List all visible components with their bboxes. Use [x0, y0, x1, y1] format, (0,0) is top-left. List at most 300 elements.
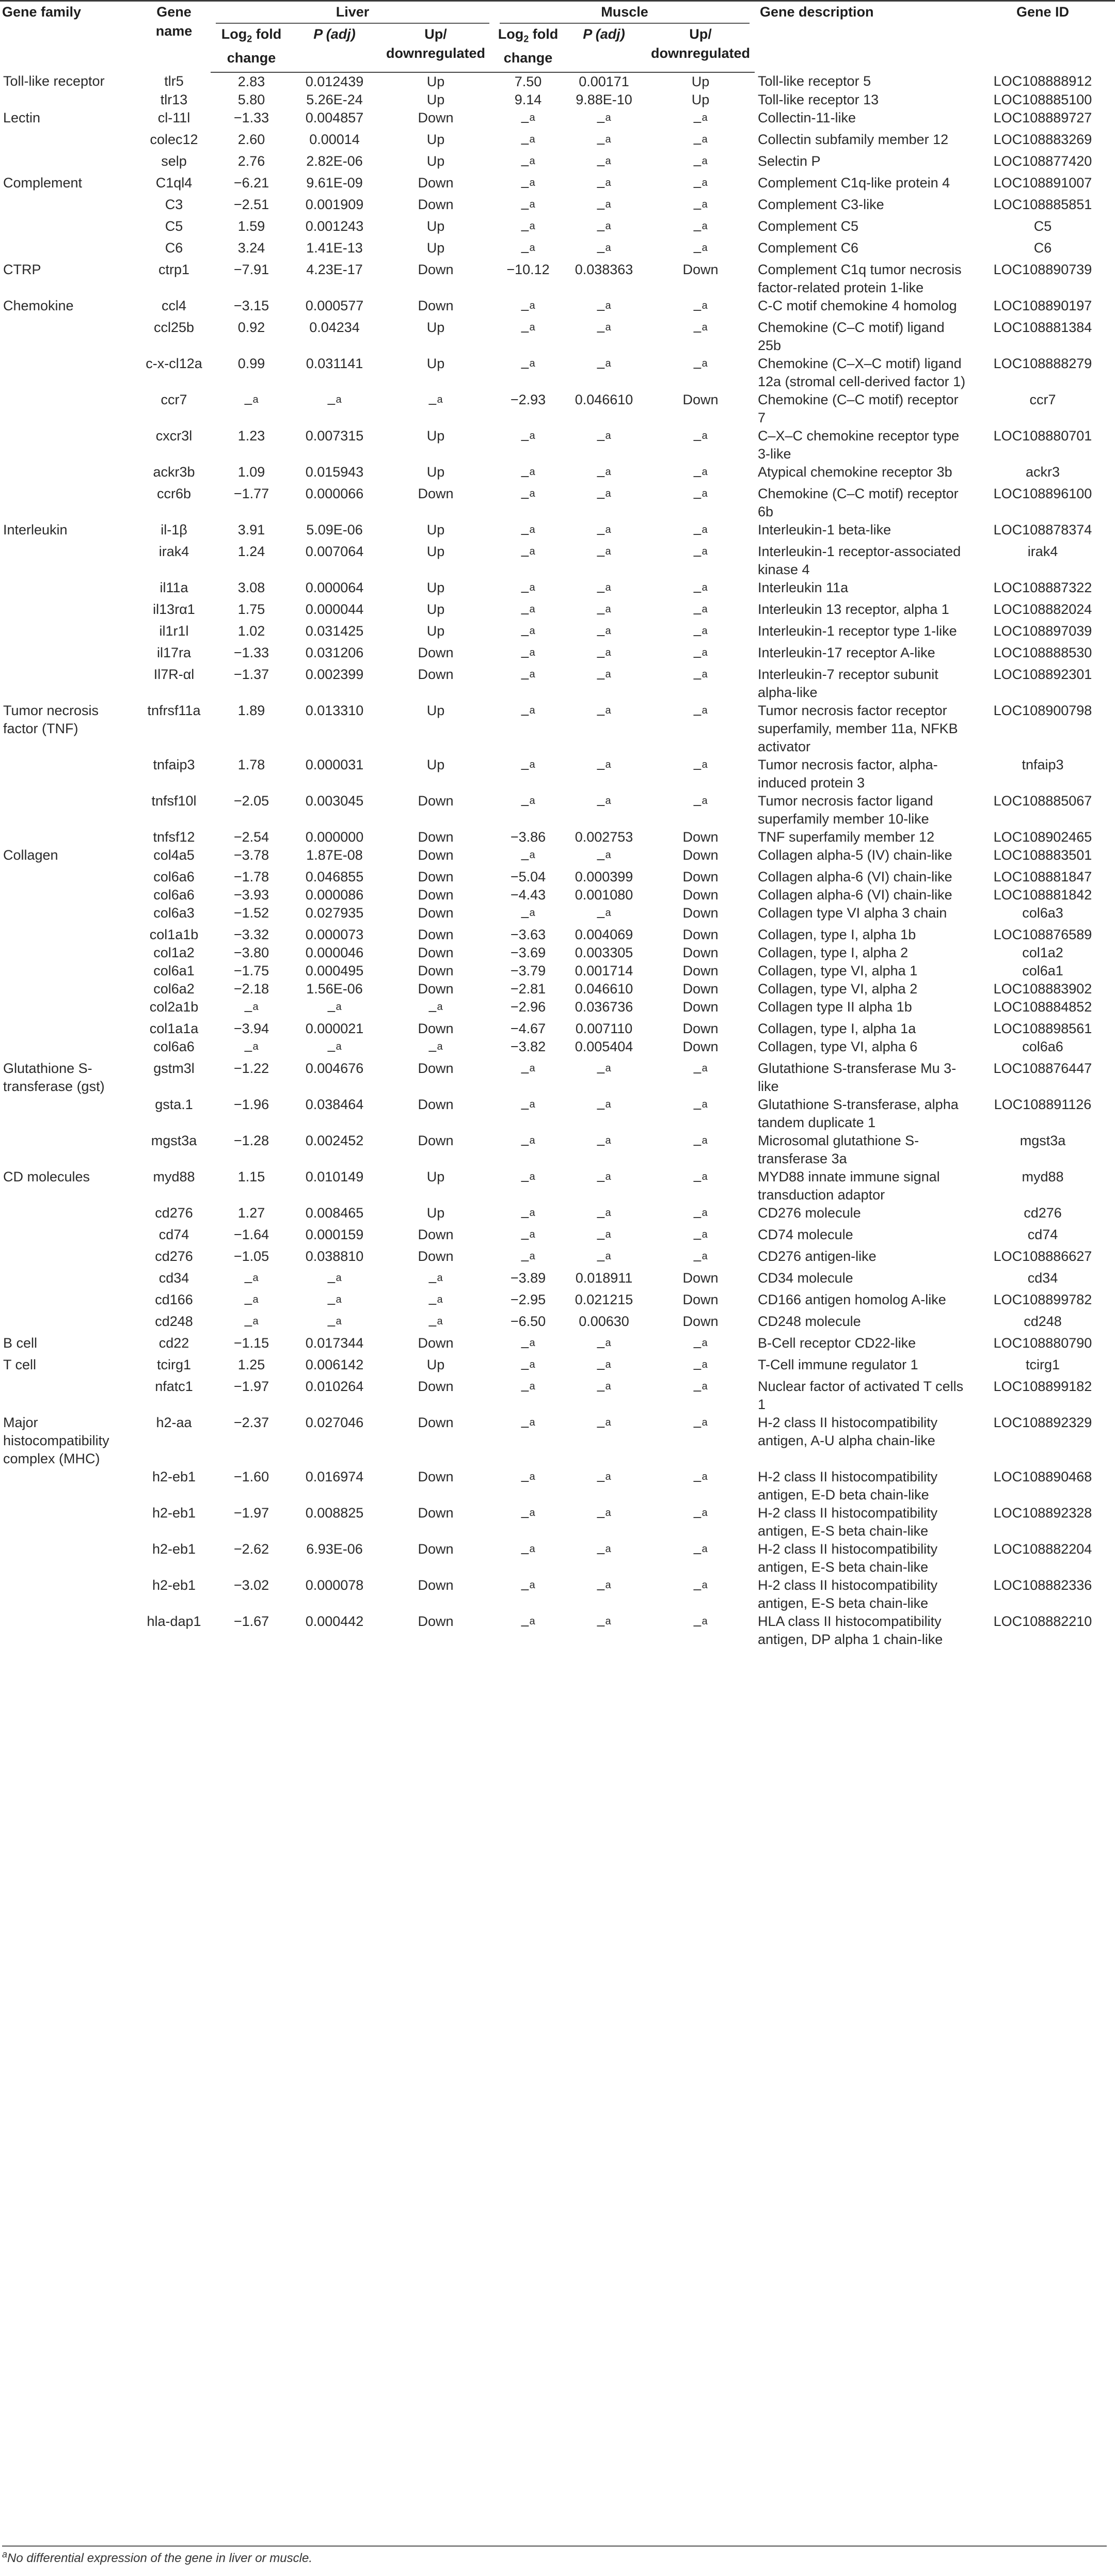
- gene-name-cell: c-x-cl12a: [146, 356, 202, 372]
- gene-name-cell: h2-eb1: [152, 1541, 196, 1557]
- footnote-ref: a: [529, 759, 535, 771]
- muscle-log2fc-cell: [495, 355, 562, 391]
- no-change-dash: –: [521, 222, 529, 238]
- footnote-ref: a: [702, 647, 708, 659]
- gene-name-cell: col1a2: [153, 945, 195, 961]
- gene-family-cell: [0, 756, 137, 792]
- no-change-dash: –: [597, 605, 605, 621]
- gene-name-cell: cd276: [155, 1205, 193, 1221]
- liver-log2fc-cell: 1.23: [237, 428, 265, 444]
- gene-description-cell: MYD88 innate immune signal transduction adaptor: [758, 1169, 940, 1203]
- muscle-regulation-cell: [646, 792, 755, 828]
- gene-name-cell: tnfsf12: [153, 829, 195, 845]
- liver-padj-cell: 0.000064: [305, 580, 364, 596]
- muscle-regulation-cell: [646, 1247, 755, 1269]
- gene-name-cell: hla-dap1: [147, 1614, 201, 1630]
- gene-name-cell: h2-eb1: [152, 1469, 196, 1485]
- gene-name-cell: il1r1l: [159, 623, 189, 639]
- footnote-ref: a: [702, 759, 708, 771]
- muscle-log2fc-cell: [495, 196, 562, 217]
- gene-family-cell: [0, 1313, 137, 1334]
- liver-padj-cell: 0.016974: [305, 1469, 364, 1485]
- gene-family-cell: Lectin: [3, 110, 41, 126]
- footnote-ref: a: [605, 242, 611, 254]
- no-change-dash: –: [521, 851, 529, 867]
- footnote-ref: a: [529, 134, 535, 146]
- no-change-dash: –: [597, 706, 605, 722]
- liver-regulation-cell: Up: [426, 623, 445, 639]
- liver-regulation-cell: Down: [418, 869, 454, 885]
- gene-name-cell: cl-11l: [157, 110, 190, 126]
- muscle-log2fc-cell: −3.79: [510, 963, 546, 979]
- footnote-ref: a: [529, 430, 535, 442]
- gene-id-cell: LOC108878374: [993, 522, 1092, 538]
- liver-regulation-cell: Down: [418, 963, 454, 979]
- liver-regulation-cell: Down: [418, 1061, 454, 1077]
- muscle-log2fc-cell: [495, 297, 562, 319]
- liver-padj-cell: 0.000073: [305, 927, 364, 943]
- footnote-ref: a: [529, 1579, 535, 1591]
- muscle-log2fc-cell: [495, 1204, 562, 1226]
- header-liver: [211, 1, 495, 24]
- liver-log2fc-cell: 3.08: [237, 580, 265, 596]
- liver-padj-cell: 0.006142: [305, 1357, 364, 1373]
- muscle-regulation-cell: [646, 463, 755, 485]
- footnote-ref: a: [702, 1543, 708, 1555]
- muscle-log2fc-cell: −3.89: [510, 1270, 546, 1286]
- footnote-ref: a: [605, 759, 611, 771]
- muscle-regulation-cell: Down: [682, 262, 719, 278]
- muscle-log2fc-cell: [495, 427, 562, 463]
- muscle-padj-cell: 0.004069: [575, 927, 633, 943]
- muscle-log2fc-cell: [495, 1414, 562, 1468]
- liver-log2fc-cell: −1.05: [233, 1249, 269, 1265]
- liver-padj-cell: 0.000046: [305, 945, 364, 961]
- gene-description-cell: Complement C6: [758, 240, 859, 256]
- gene-family-cell: [0, 463, 137, 485]
- no-change-dash: –: [521, 1509, 529, 1525]
- table-row: [0, 427, 1115, 463]
- footnote-ref: a: [252, 1316, 259, 1327]
- muscle-regulation-cell: [646, 1132, 755, 1168]
- no-change-dash: –: [597, 627, 605, 643]
- gene-id-cell: LOC108902465: [993, 829, 1092, 845]
- footnote-ref: a: [529, 849, 535, 861]
- muscle-regulation-cell: [646, 622, 755, 644]
- footnote-ref: a: [702, 322, 708, 334]
- muscle-padj-cell: [562, 109, 646, 131]
- footnote-ref: a: [336, 1001, 342, 1013]
- gene-name-cell: il13rα1: [153, 602, 195, 618]
- liver-log2fc-cell: 1.75: [237, 602, 265, 618]
- gene-family-cell: [0, 926, 137, 944]
- no-change-dash: –: [597, 649, 605, 665]
- footnote-ref: a: [702, 300, 708, 312]
- muscle-padj-cell: [562, 152, 646, 174]
- table-row: [0, 666, 1115, 702]
- no-change-dash: –: [327, 1295, 336, 1311]
- no-change-dash: –: [521, 432, 529, 448]
- gene-description-cell: Collagen type VI alpha 3 chain: [758, 905, 947, 921]
- footnote-ref: a: [529, 300, 535, 312]
- liver-log2fc-cell: −3.15: [233, 298, 269, 314]
- no-change-dash: –: [597, 1545, 605, 1561]
- liver-padj-cell: 0.001243: [305, 218, 364, 234]
- footnote-ref: a: [702, 1171, 708, 1183]
- liver-regulation-cell: Up: [426, 1357, 445, 1373]
- no-change-dash: –: [693, 1252, 702, 1268]
- liver-padj-cell: 0.010264: [305, 1379, 364, 1395]
- gene-id-cell: LOC108882024: [993, 602, 1092, 618]
- table-row: [0, 319, 1115, 355]
- table-row: [0, 261, 1115, 297]
- gene-name-cell: tcirg1: [156, 1357, 192, 1373]
- gene-id-cell: LOC108885851: [993, 197, 1092, 213]
- table-row: [0, 868, 1115, 886]
- no-change-dash: –: [521, 1361, 529, 1377]
- gene-family-cell: [0, 391, 137, 427]
- muscle-log2fc-cell: [495, 579, 562, 600]
- footnote-ref: a: [529, 220, 535, 232]
- footnote-ref: a: [605, 1135, 611, 1147]
- table-row: [0, 702, 1115, 756]
- liver-log2fc-cell: 0.99: [237, 356, 265, 372]
- gene-family-cell: [0, 355, 137, 391]
- footnote-ref: a: [529, 1207, 535, 1219]
- gene-name-cell: nfatc1: [155, 1379, 193, 1395]
- gene-name-cell: col6a6: [153, 887, 195, 903]
- footnote-ref: a: [252, 1001, 259, 1013]
- footnote-ref: a: [529, 488, 535, 500]
- gene-id-cell: col6a3: [1022, 905, 1063, 921]
- gene-family-cell: [0, 980, 137, 998]
- table-row: [0, 644, 1115, 666]
- footnote-ref: a: [529, 1251, 535, 1262]
- no-change-dash: –: [327, 396, 336, 412]
- no-change-dash: –: [693, 1339, 702, 1355]
- muscle-padj-cell: [562, 846, 646, 868]
- muscle-padj-cell: [562, 427, 646, 463]
- muscle-regulation-cell: [646, 319, 755, 355]
- footnote-ref: a: [529, 177, 535, 189]
- gene-family-cell: [0, 998, 137, 1020]
- muscle-regulation-cell: [646, 1504, 755, 1540]
- gene-description-cell: Chemokine (C–X–C motif) ligand 12a (stromal cell-derived factor 1): [758, 356, 966, 390]
- liver-padj-cell: 5.09E-06: [306, 522, 363, 538]
- header-gene-family: Gene family: [0, 1, 137, 73]
- muscle-regulation-cell: Down: [682, 1292, 719, 1308]
- gene-name-cell: C5: [165, 218, 183, 234]
- footnote-ref: a: [605, 112, 611, 124]
- gene-description-cell: Selectin P: [758, 153, 821, 169]
- footnote-ref: a: [702, 546, 708, 558]
- liver-log2fc-cell: −3.94: [233, 1021, 269, 1037]
- footnote-ref: a: [605, 1229, 611, 1241]
- muscle-regulation-cell: [646, 666, 755, 702]
- table-row: [0, 886, 1115, 904]
- footnote-ref: a: [702, 112, 708, 124]
- gene-family-cell: [0, 792, 137, 828]
- gene-description-cell: H-2 class II histocompatibility antigen, E-S beta chain-like: [758, 1505, 938, 1539]
- muscle-padj-cell: [562, 1414, 646, 1468]
- gene-description-cell: CD74 molecule: [758, 1227, 853, 1243]
- gene-name-cell: ccr7: [161, 392, 187, 408]
- liver-padj-cell: 0.000066: [305, 486, 364, 502]
- footnote-ref: a: [605, 705, 611, 717]
- liver-padj-cell: 0.046855: [305, 869, 364, 885]
- muscle-log2fc-cell: [495, 521, 562, 543]
- liver-log2fc-cell: −1.22: [233, 1061, 269, 1077]
- liver-regulation-cell: Down: [418, 1133, 454, 1149]
- muscle-padj-cell: [562, 579, 646, 600]
- muscle-padj-cell: 0.046610: [575, 392, 633, 408]
- gene-id-cell: LOC108888912: [993, 73, 1092, 89]
- muscle-regulation-cell: [646, 644, 755, 666]
- liver-log2fc-cell: −1.33: [233, 645, 269, 661]
- no-change-dash: –: [597, 200, 605, 216]
- footnote-ref: a: [605, 466, 611, 478]
- muscle-log2fc-cell: [495, 109, 562, 131]
- gene-description-cell: H-2 class II histocompatibility antigen, E-S beta chain-like: [758, 1541, 938, 1575]
- liver-log2fc-cell: 1.89: [237, 703, 265, 719]
- muscle-regulation-cell: [646, 427, 755, 463]
- liver-log2fc-cell: [211, 1313, 292, 1334]
- gene-family-cell: Collagen: [3, 847, 58, 863]
- no-change-dash: –: [597, 323, 605, 339]
- no-change-dash: –: [521, 1473, 529, 1489]
- no-change-dash: –: [521, 1230, 529, 1246]
- muscle-regulation-cell: [646, 579, 755, 600]
- muscle-regulation-cell: [646, 355, 755, 391]
- footnote-ref: a: [252, 1294, 259, 1306]
- liver-regulation-cell: Down: [418, 1541, 454, 1557]
- no-change-dash: –: [521, 323, 529, 339]
- footnote-ref: a: [702, 466, 708, 478]
- gene-id-cell: LOC108899782: [993, 1292, 1092, 1308]
- muscle-log2fc-cell: [495, 1540, 562, 1576]
- no-change-dash: –: [693, 244, 702, 260]
- muscle-regulation-cell: Down: [682, 1021, 719, 1037]
- table-row: [0, 980, 1115, 998]
- liver-log2fc-cell: −2.54: [233, 829, 269, 845]
- gene-description-cell: Tumor necrosis factor receptor superfamily, member 11a, NFKB activator: [758, 703, 958, 755]
- liver-padj-cell: 0.001909: [305, 197, 364, 213]
- gene-family-cell: [0, 152, 137, 174]
- muscle-regulation-cell: [646, 1168, 755, 1204]
- table-row: [0, 463, 1115, 485]
- gene-family-cell: [0, 1247, 137, 1269]
- liver-log2fc-cell: −3.93: [233, 887, 269, 903]
- no-change-dash: –: [693, 1509, 702, 1525]
- footnote-ref: a: [605, 546, 611, 558]
- table-row: [0, 131, 1115, 152]
- muscle-padj-cell: [562, 1168, 646, 1204]
- no-change-dash: –: [693, 114, 702, 130]
- table-row: [0, 1247, 1115, 1269]
- liver-log2fc-cell: −1.37: [233, 667, 269, 683]
- gene-family-cell: [0, 868, 137, 886]
- liver-regulation-cell: Up: [426, 218, 445, 234]
- table-row: [0, 1334, 1115, 1356]
- no-change-dash: –: [693, 1382, 702, 1398]
- footnote-ref: a: [529, 1543, 535, 1555]
- header-muscle: [495, 1, 755, 24]
- muscle-padj-cell: [562, 196, 646, 217]
- muscle-log2fc-cell: [495, 1576, 562, 1613]
- muscle-log2fc-cell: 9.14: [514, 92, 542, 108]
- gene-family-cell: Major histocompatibility complex (MHC): [3, 1415, 109, 1467]
- gene-description-cell: TNF superfamily member 12: [758, 829, 935, 845]
- muscle-padj-cell: [562, 702, 646, 756]
- liver-padj-cell: [292, 1269, 377, 1291]
- liver-regulation-cell: Down: [418, 1577, 454, 1593]
- muscle-regulation-cell: [646, 196, 755, 217]
- gene-id-cell: mgst3a: [1020, 1133, 1066, 1149]
- liver-log2fc-cell: −1.15: [233, 1335, 269, 1351]
- muscle-log2fc-cell: [495, 644, 562, 666]
- gene-name-cell: C1ql4: [155, 175, 193, 191]
- liver-padj-cell: 6.93E-06: [306, 1541, 363, 1557]
- muscle-regulation-cell: [646, 1414, 755, 1468]
- no-change-dash: –: [693, 605, 702, 621]
- liver-log2fc-cell: −2.51: [233, 197, 269, 213]
- footnote-ref: a: [529, 647, 535, 659]
- no-change-dash: –: [244, 396, 252, 412]
- muscle-regulation-cell: [646, 702, 755, 756]
- no-change-dash: –: [693, 1230, 702, 1246]
- muscle-log2fc-cell: [495, 152, 562, 174]
- muscle-regulation-cell: [646, 1060, 755, 1096]
- gene-description-cell: Complement C5: [758, 218, 859, 234]
- footnote-ref: a: [529, 1359, 535, 1371]
- no-change-dash: –: [597, 797, 605, 813]
- footnote-ref: a: [437, 1316, 443, 1327]
- muscle-log2fc-cell: [495, 485, 562, 521]
- muscle-padj-cell: 0.007110: [575, 1021, 633, 1037]
- gene-description-cell: Collagen, type VI, alpha 2: [758, 981, 918, 997]
- footnote-ref: a: [702, 1099, 708, 1111]
- liver-padj-cell: 0.008825: [305, 1505, 364, 1521]
- table-row: [0, 485, 1115, 521]
- liver-log2fc-cell: −1.96: [233, 1097, 269, 1113]
- muscle-padj-cell: [562, 485, 646, 521]
- gene-id-cell: tnfaip3: [1022, 757, 1064, 773]
- footnote-ref: a: [605, 647, 611, 659]
- liver-padj-cell: 0.010149: [305, 1169, 364, 1185]
- gene-name-cell: col6a1: [153, 963, 195, 979]
- liver-padj-cell: 0.000159: [305, 1227, 364, 1243]
- muscle-padj-cell: [562, 756, 646, 792]
- footnote-ref: a: [605, 625, 611, 637]
- gene-description-cell: Glutathione S-transferase Mu 3-like: [758, 1061, 957, 1095]
- liver-log2fc-cell: −1.28: [233, 1133, 269, 1149]
- gene-description-cell: CD276 molecule: [758, 1205, 861, 1221]
- no-change-dash: –: [693, 302, 702, 318]
- no-change-dash: –: [521, 797, 529, 813]
- gene-name-cell: irak4: [158, 544, 189, 560]
- gene-id-cell: irak4: [1027, 544, 1058, 560]
- footnote-ref: a: [702, 488, 708, 500]
- gene-family-cell: Interleukin: [3, 522, 68, 538]
- no-change-dash: –: [244, 1295, 252, 1311]
- muscle-log2fc-cell: [495, 174, 562, 196]
- no-change-dash: –: [693, 583, 702, 599]
- gene-id-cell: LOC108882210: [993, 1614, 1092, 1630]
- liver-regulation-cell: Up: [426, 92, 445, 108]
- muscle-log2fc-cell: −2.95: [510, 1292, 546, 1308]
- footnote-ref: a: [252, 1041, 259, 1053]
- muscle-padj-cell: [562, 239, 646, 261]
- liver-padj-cell: 4.23E-17: [306, 262, 363, 278]
- gene-description-cell: Nuclear factor of activated T cells 1: [758, 1379, 964, 1413]
- liver-regulation-cell: Down: [418, 1335, 454, 1351]
- gene-description-cell: Collagen, type I, alpha 1a: [758, 1021, 916, 1037]
- gene-name-cell: gsta.1: [155, 1097, 193, 1113]
- gene-family-cell: [0, 1613, 137, 1649]
- table-row: [0, 196, 1115, 217]
- muscle-regulation-cell: [646, 1613, 755, 1649]
- muscle-padj-cell: [562, 1060, 646, 1096]
- muscle-padj-cell: 0.005404: [575, 1039, 633, 1055]
- header-muscle-log2fc: Log$_2$ fold change: [495, 24, 562, 72]
- muscle-regulation-cell: [646, 1356, 755, 1378]
- liver-log2fc-cell: −1.97: [233, 1379, 269, 1395]
- footnote-ref: a: [702, 1207, 708, 1219]
- muscle-log2fc-cell: −6.50: [510, 1314, 546, 1330]
- muscle-log2fc-cell: 7.50: [514, 74, 542, 90]
- footnote-ref: a: [702, 1417, 708, 1429]
- liver-regulation-cell: Down: [418, 486, 454, 502]
- gene-family-cell: [0, 1096, 137, 1132]
- gene-name-cell: col4a5: [153, 847, 195, 863]
- liver-padj-cell: 0.000495: [305, 963, 364, 979]
- muscle-regulation-cell: [646, 1468, 755, 1504]
- table-row: [0, 1096, 1115, 1132]
- muscle-log2fc-cell: [495, 131, 562, 152]
- gene-description-cell: Interleukin 11a: [758, 580, 849, 596]
- muscle-regulation-cell: Down: [682, 963, 719, 979]
- gene-id-cell: LOC108891126: [994, 1097, 1092, 1113]
- no-change-dash: –: [597, 583, 605, 599]
- footnote-ref: a: [605, 220, 611, 232]
- gene-id-cell: LOC108880790: [993, 1335, 1092, 1351]
- liver-padj-cell: [292, 1038, 377, 1060]
- no-change-dash: –: [693, 359, 702, 375]
- muscle-padj-cell: 0.00171: [579, 74, 629, 90]
- muscle-regulation-cell: Down: [682, 392, 719, 408]
- gene-family-cell: [0, 131, 137, 152]
- muscle-padj-cell: [562, 1504, 646, 1540]
- no-change-dash: –: [597, 1136, 605, 1152]
- muscle-padj-cell: [562, 600, 646, 622]
- no-change-dash: –: [597, 1418, 605, 1434]
- gene-id-cell: LOC108884852: [993, 999, 1092, 1015]
- liver-log2fc-cell: −3.78: [233, 847, 269, 863]
- footnote-ref: a: [605, 134, 611, 146]
- liver-regulation-cell: Down: [418, 110, 454, 126]
- liver-padj-cell: 0.002452: [305, 1133, 364, 1149]
- muscle-log2fc-cell: −4.67: [510, 1021, 546, 1037]
- header-liver-label: Liver: [336, 4, 370, 20]
- gene-id-cell: LOC108883902: [993, 981, 1092, 997]
- muscle-padj-cell: [562, 319, 646, 355]
- gene-id-cell: LOC108892329: [993, 1415, 1092, 1431]
- liver-regulation-cell: Up: [426, 522, 445, 538]
- liver-padj-cell: 0.000078: [305, 1577, 364, 1593]
- table-row: [0, 828, 1115, 846]
- table-row: [0, 239, 1115, 261]
- footnote-ref: a: [702, 795, 708, 807]
